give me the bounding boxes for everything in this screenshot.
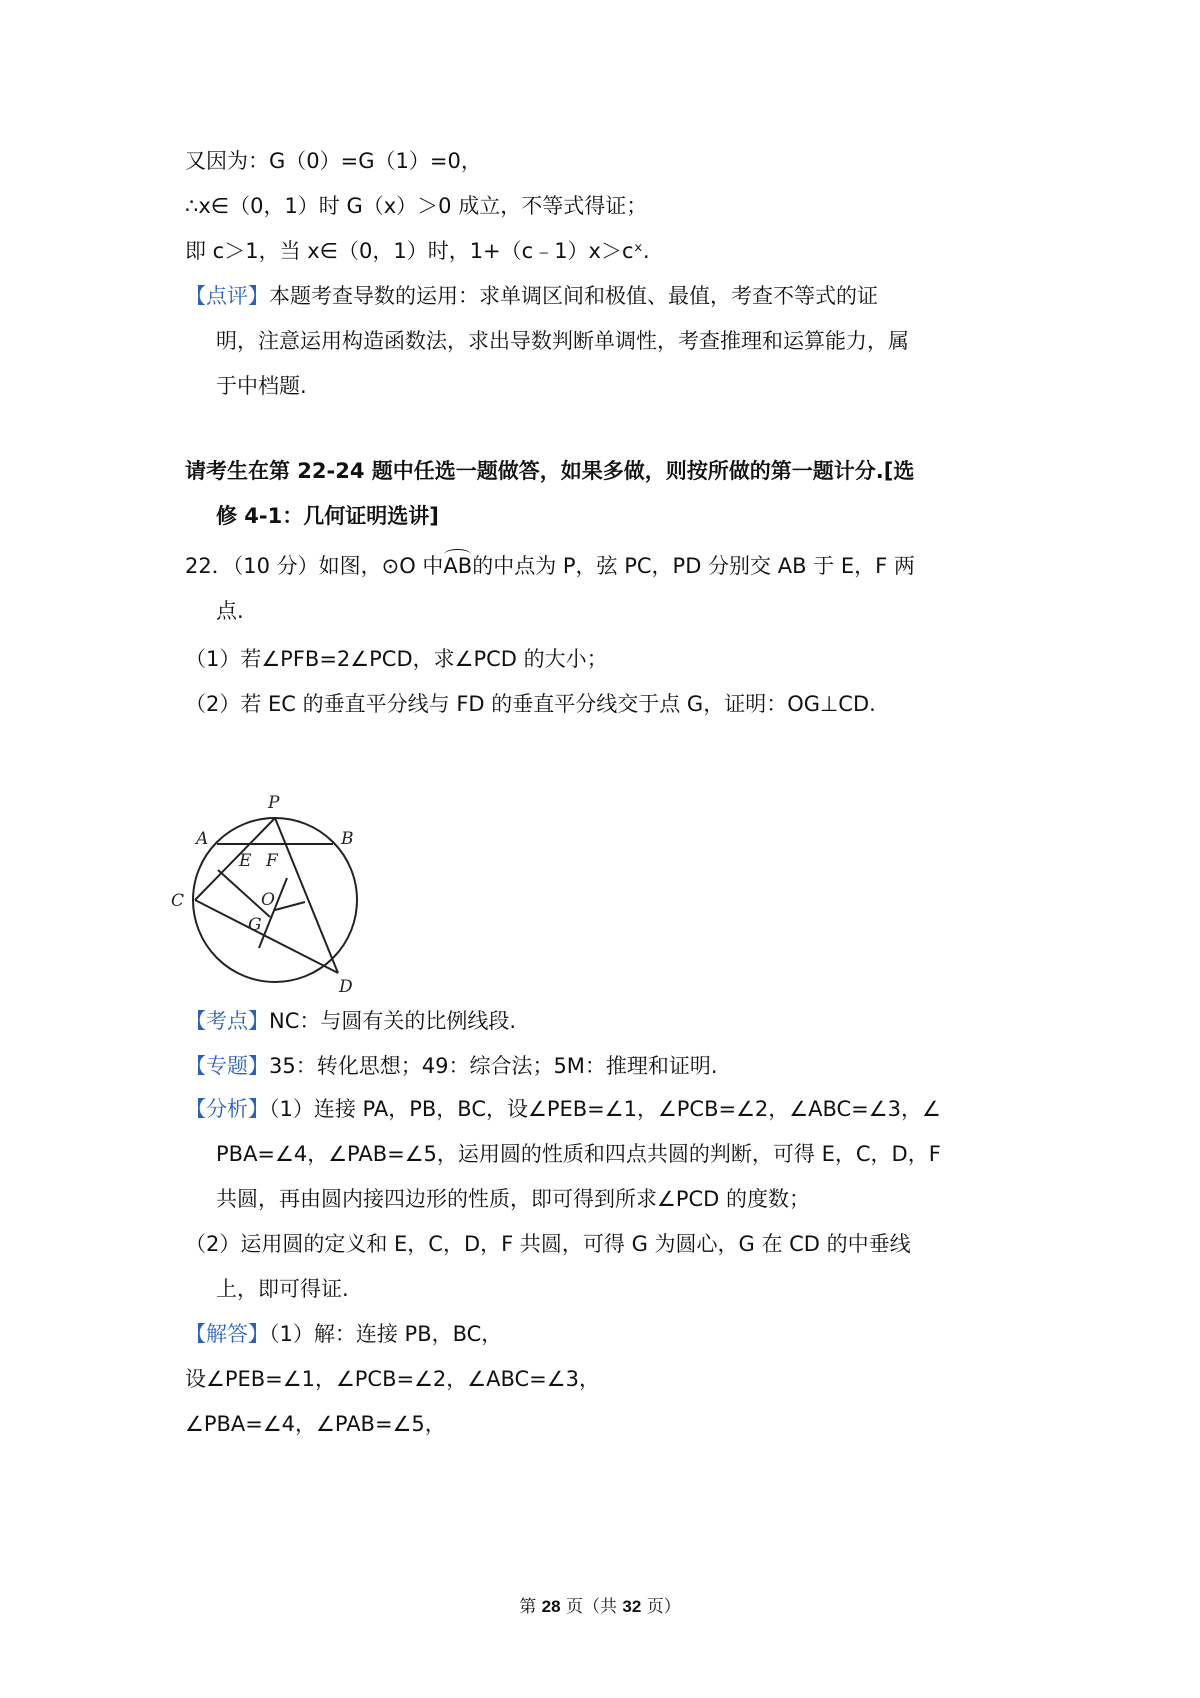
jieda-text-1: （1）解：连接 PB，BC，: [269, 1322, 503, 1346]
top-line-3: 即 c＞1，当 x∈（0，1）时，1+（c﹣1）x＞cˣ.: [185, 239, 650, 263]
fenxi-text-1: （1）连接 PA，PB，BC，设∠PEB=∠1，∠PCB=∠2，∠ABC=∠3，∠: [269, 1097, 941, 1121]
chord-cd: [195, 900, 338, 973]
question-1: （1）若∠PFB=2∠PCD，求∠PCD 的大小；: [185, 647, 608, 671]
zhuanti-tag: 【专题】: [185, 1054, 269, 1078]
problem-line-2: 点.: [216, 599, 244, 623]
label-b: B: [341, 829, 354, 849]
kaodian-line: [185, 1005, 516, 1035]
footer-pre: 第: [519, 1597, 542, 1617]
problem-post: 的中点为 P，弦 PC，PD 分别交 AB 于 E，F 两: [472, 554, 915, 578]
kaodian-text: NC：与圆有关的比例线段.: [269, 1009, 517, 1033]
geometry-figure: [171, 790, 395, 1010]
label-a: A: [196, 829, 209, 849]
footer-total-pages: 32: [622, 1597, 642, 1616]
comment-line-1: [185, 280, 878, 310]
instruction-line-1: 请考生在第 22-24 题中任选一题做答，如果多做，则按所做的第一题计分.[选: [185, 459, 915, 483]
chord-pd: [275, 818, 338, 973]
jieda-line-3: ∠PBA=∠4，∠PAB=∠5，: [185, 1412, 446, 1436]
label-c: C: [171, 891, 185, 911]
footer-post: 页）: [641, 1597, 681, 1617]
page-footer: [0, 1592, 1200, 1617]
label-o: O: [261, 890, 275, 910]
fenxi-line-4: （2）运用圆的定义和 E，C，D，F 共圆，可得 G 为圆心，G 在 CD 的中垂线: [185, 1232, 911, 1256]
fenxi-line-5: 上，即可得证.: [216, 1277, 349, 1301]
problem-line-1: [185, 550, 915, 580]
zhuanti-line: [185, 1050, 718, 1080]
footer-page-number: 28: [541, 1597, 561, 1616]
jieda-tag: 【解答】: [185, 1322, 269, 1346]
jieda-line-2: 设∠PEB=∠1，∠PCB=∠2，∠ABC=∠3，: [185, 1367, 600, 1391]
fenxi-line-1: [185, 1093, 941, 1123]
footer-mid: 页（共: [560, 1597, 623, 1617]
comment-line-2: 明，注意运用构造函数法，求出导数判断单调性，考查推理和运算能力，属: [216, 329, 909, 353]
kaodian-tag: 【考点】: [185, 1009, 269, 1033]
label-g: G: [248, 915, 262, 935]
label-e: E: [239, 851, 252, 871]
label-f: F: [266, 851, 278, 871]
comment-line-3: 于中档题.: [216, 374, 307, 398]
problem-pre: 22．（10 分）如图，⊙O 中: [185, 554, 444, 578]
comment-tag: 【点评】: [185, 284, 269, 308]
segment-og: [275, 902, 305, 910]
question-2: （2）若 EC 的垂直平分线与 FD 的垂直平分线交于点 G，证明：OG⊥CD.: [185, 692, 876, 716]
fenxi-line-2: PBA=∠4，∠PAB=∠5，运用圆的性质和四点共圆的判断，可得 E，C，D，F: [216, 1142, 941, 1166]
jieda-line-1: [185, 1318, 502, 1348]
zhuanti-text: 35：转化思想；49：综合法；5M：推理和证明.: [269, 1054, 718, 1078]
comment-text-1: 本题考查导数的运用：求单调区间和极值、最值，考查不等式的证: [269, 284, 878, 308]
fenxi-tag: 【分析】: [185, 1097, 269, 1121]
arc-ab: AB: [443, 554, 473, 578]
top-line-2: ∴x∈（0，1）时 G（x）＞0 成立，不等式得证；: [185, 194, 648, 218]
label-d: D: [339, 977, 353, 997]
instruction-line-2: 修 4-1：几何证明选讲]: [216, 504, 439, 528]
fenxi-line-3: 共圆，再由圆内接四边形的性质，即可得到所求∠PCD 的度数；: [216, 1187, 810, 1211]
top-line-1: 又因为：G（0）=G（1）=0，: [185, 149, 482, 173]
perp-bisector-fd: [259, 878, 287, 948]
label-p: P: [268, 793, 280, 813]
